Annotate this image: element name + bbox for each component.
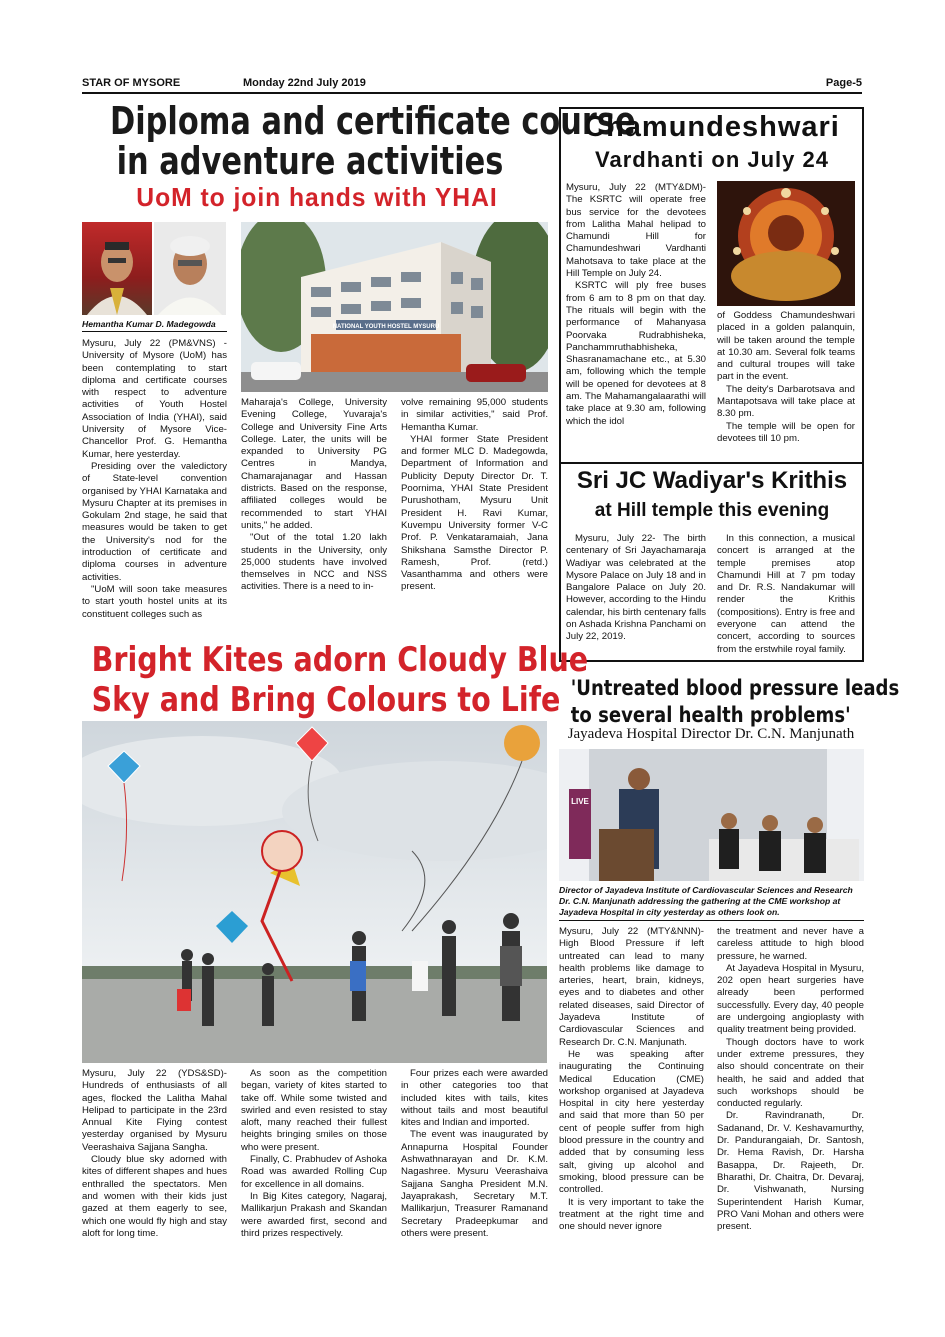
story2-column-1 (566, 182, 706, 428)
kite-festival-illustration (82, 721, 547, 1063)
story2-headline-line1: Chamundeshwari (584, 111, 840, 143)
story4-col2-para: As soon as the competition began, variety of kites started to take off. While some twisted and swirled and even resisted to stay aloft, many reached their fullest heights bringing smiles on those who were present. (241, 1068, 387, 1153)
story1-headline (110, 99, 636, 183)
story1-column-3 (401, 397, 548, 594)
story4-column-3 (401, 1068, 548, 1240)
story3-column-1 (566, 533, 706, 644)
story1-column-1 (82, 338, 227, 621)
story2-col1-para: Mysuru, July 22 (MTY&DM)- The KSRTC will operate free bus service for the devotees from Lalitha Mahal helipad to Chamundi Hill for Chamundeshwari Vardhanti Mahotsava to take place at the Hill Temple on July 24. (566, 182, 706, 280)
story3-col1-para: Mysuru, July 22- The birth centenary of Sri Jayachamaraja Wadiyar was celebrated at the Mysore Palace on July 18 and in Bangalore Palace on July 20. However, according to the Hindu calendar, his birth centenary falls on Ashada Krishna Panchami on July 22, 2019. (566, 533, 706, 643)
story3-headline-line1: Sri JC Wadiyar's Krithis (576, 467, 848, 494)
story4-headline-line1: Bright Kites adorn Cloudy Blue (91, 640, 589, 680)
story4-column-1 (82, 1068, 227, 1240)
story4-col1-para: Cloudy blue sky adorned with kites of different shapes and hues enthralled the spectators. Men and women with their kids just gazed at them eagerly to see, which one would fly high and stay aloft for long time. (82, 1154, 227, 1239)
story2-headline-line2: Vardhanti on July 24 (595, 147, 829, 172)
story2-col2-para: The temple will be open for devotees till 10 pm. (717, 420, 855, 444)
story4-column-2 (241, 1068, 387, 1240)
idol-illustration (717, 181, 855, 306)
story4-col1-para: Mysuru, July 22 (YDS&SD)- Hundreds of enthusiasts of all ages, flocked the Lalitha Mahal Helipad to participate in the 23rd Annual Kite Flying contest yesterday organised by Mysuru Veerashaiva Sajjana Sangha. (82, 1068, 227, 1153)
story5-col1-para: Mysuru, July 22 (MTY&NNN)- High Blood Pressure if left untreated can lead to many health problems like damage to arteries, heart, brain, kidneys, eyes and to diabetes and other related diseases, said Director of Jayadeva Institute of Cardiovascular Sciences and Research Dr. C.N. Manjunath. (559, 926, 704, 1048)
story3-column-2 (717, 533, 855, 656)
story5-col2-para: Though doctors have to work under extreme pressures, they also should concentrate on their health, he said and added that such workshops should be conducted regularly. (717, 1036, 864, 1110)
publication-name: STAR OF MYSORE (82, 77, 181, 89)
story1-col1-para: "UoM will soon take measures to start youth hostel units at its constituent colleges such as (82, 583, 227, 620)
story4-col2-para: In Big Kites category, Nagaraj, Mallikarjun Prakash and Skandan were awarded first, second and third prizes respectively. (241, 1190, 387, 1239)
story5-column-1 (559, 926, 704, 1233)
caption-rule (82, 331, 227, 332)
story4-headline-line2: Sky and Bring Colours to Life (91, 680, 561, 720)
youth-hostel-photo (241, 222, 548, 392)
workshop-illustration (559, 749, 864, 881)
story5-col2-para: the treatment and never have a careless attitude to high blood pressure, he warned. (717, 926, 864, 962)
story1-headline-line1: Diploma and certificate course (110, 99, 636, 143)
story5-photo-caption: Director of Jayadeva Institute of Cardiovascular Sciences and Research Dr. C.N. Manjunath addressing the gathering at the CME workshop at Jayadeva Hospital in city yesterday as others look on. (559, 885, 853, 917)
story4-headline (91, 640, 589, 720)
story5-headline (570, 675, 900, 729)
story5-col2-para: At Jayadeva Hospital in Mysuru, 202 open heart surgeries have already been performed successfully. Every day, 40 people are undergoing angioplasty with quality treatment being provided. (717, 962, 864, 1036)
story5-column-2 (717, 926, 864, 1233)
page-number: Page-5 (825, 77, 862, 89)
story1-col1-para: Mysuru, July 22 (PM&VNS) - University of Mysore (UoM) has been contemplating to start diploma and certificate courses with respect to adventure activities of Youth Hostel Association of India (YHAI), said University of Mysore Vice-Chancellor Prof. G. Hemantha Kumar, here yesterday. (82, 338, 227, 460)
box-divider (561, 462, 862, 464)
story1-col1-para: Presiding over the valedictory of State-level convention organised by YHAI Karnataka and Mysuru Chapter at its premises in Gokulam 2nd stage, he said that measures would be taken to get the University's nod for the introduction of certificate and diploma courses in adventure activities. (82, 460, 227, 583)
story5-headline-line1: 'Untreated blood pressure leads (570, 676, 900, 700)
story2-col2-para: of Goddess Chamundeshwari placed in a golden palanquin, will be taken around the temple at 10.30 am. Several folk teams and cultural troupes will take part in the event. (717, 310, 855, 383)
story5-col1-para: It is very important to take the treatment at the right time and one should never ignore (559, 1196, 704, 1233)
kite-festival-photo (82, 721, 547, 1063)
issue-date: Monday 22nd July 2019 (243, 77, 366, 89)
banner-live-text: LIVE (571, 797, 589, 806)
story5-headline-line2: to several health problems' (570, 703, 851, 727)
portrait-figure-icon (154, 222, 226, 315)
story4-col3-para: Four prizes each were awarded in other categories too that included kites with tails, kites without tails and most beautiful kites and Indian and imported. (401, 1068, 548, 1129)
story2-column-2 (717, 310, 855, 445)
building-sign-text: NATIONAL YOUTH HOSTEL MYSURU (332, 324, 440, 330)
portrait-hemantha-kumar (82, 222, 152, 315)
portrait-madegowda (154, 222, 226, 315)
story4-col2-para: Finally, C. Prabhudev of Ashoka Road was awarded Rolling Cup for excellence in all domains. (241, 1154, 387, 1190)
story2-col2-para: The deity's Darbarotsava and Mantapotsava will take place at 8.30 pm. (717, 383, 855, 420)
story5-subhead: Jayadeva Hospital Director Dr. C.N. Manjunath (567, 726, 855, 742)
story3-col2-para: In this connection, a musical concert is arranged at the temple premises atop Chamundi Hill at 7 pm today and Dr. R.S. Nandakumar will render the Krithis (compositions). Entry is free and everyone can attend the concert, according to sources from the erstwhile royal family. (717, 533, 855, 655)
story1-col3-para: YHAI former State President and former MLC D. Madegowda, Department of Information and Publicity Deputy Director Dr. T. Poornima, YHAI State President Purushotham, Mysuru Unit President H. Ravi Kumar, Kuvempu University former V-C Prof. P. Venkataramaiah, Jana Shikshana Samsthe Director P. Ramesh, Prof. (retd.) Vasanthamma and others were present. (401, 433, 548, 593)
story5-col2-para: Dr. Ravindranath, Dr. Sadanand, Dr. V. Keshavamurthy, Dr. Pandurangaiah, Dr. Santosh, Dr. Hema Ravish, Dr. Harsha Basappa, Dr. Rajeeth, Dr. Bharathi, Dr. Chaitra, Dr. Devaraj, Dr. Vishwanath, Nursing Superintendent Harish Kumar, PRO Vani Mohan and others were present. (717, 1110, 864, 1233)
building-illustration (241, 222, 548, 392)
story2-col1-para: KSRTC will ply free buses from 6 am to 8 pm on that day. The rituals will begin with the performance of Mahanyasa Poorvaka Rudrabhisheka, Panchammruthabhisheka, Shasranamachane etc., at 5.30 am, following which the temple will be opened for devotees at 8 am. The Mahamangalaarathi will take place at 9.30 am, following which the idol (566, 280, 706, 427)
portrait-caption: Hemantha Kumar D. Madegowda (82, 319, 216, 329)
story5-col1-para: He was speaking after inaugurating the Continuing Medical Education (CME) workshop organised at Jayadeva Hospital in city here yesterday and said that more than 50 per cent of people suffer from high blood pressure in the country and added that by consuming less salt, giving up alcohol and smoking, blood pressure can be controlled. (559, 1048, 704, 1196)
caption-rule (559, 920, 864, 921)
story1-column-2 (241, 397, 387, 594)
goddess-idol-photo (717, 181, 855, 306)
cme-workshop-photo (559, 749, 864, 881)
portrait-figure-icon (82, 222, 152, 315)
story3-headline-line2: at Hill temple this evening (594, 500, 830, 521)
story1-col2-para: "Out of the total 1.20 lakh students in the University, only 25,000 students have involved themselves in NCC and NSS activities. There is a need to in- (241, 532, 387, 593)
story4-col3-para: The event was inaugurated by Annapurna Hospital Founder Ashwathnarayan and Dr. K.M. Nagashree. Mysuru Veerashaiva Sajjana Sangha President M.N. Jayaprakash, Secretary M.T. Mallikarjun, Treasurer Ramanand Secretary Pradeepkumar and others were present. (401, 1129, 548, 1239)
story1-col2-para: Maharaja's College, University Evening College, Yuvaraja's College and University Fine Arts College. Later, the units will be expanded to University PG Centres in Mandya, Chamarajanagar and Hassan districts. Based on the response, affiliated colleges would be recommended to start YHAI units," he added. (241, 397, 387, 531)
masthead (82, 76, 862, 94)
story1-subhead: UoM to join hands with YHAI (136, 182, 498, 212)
story1-col3-para: volve remaining 95,000 students in similar activities," said Prof. Hemantha Kumar. (401, 397, 548, 433)
story1-headline-line2: in adventure activities (116, 139, 504, 183)
